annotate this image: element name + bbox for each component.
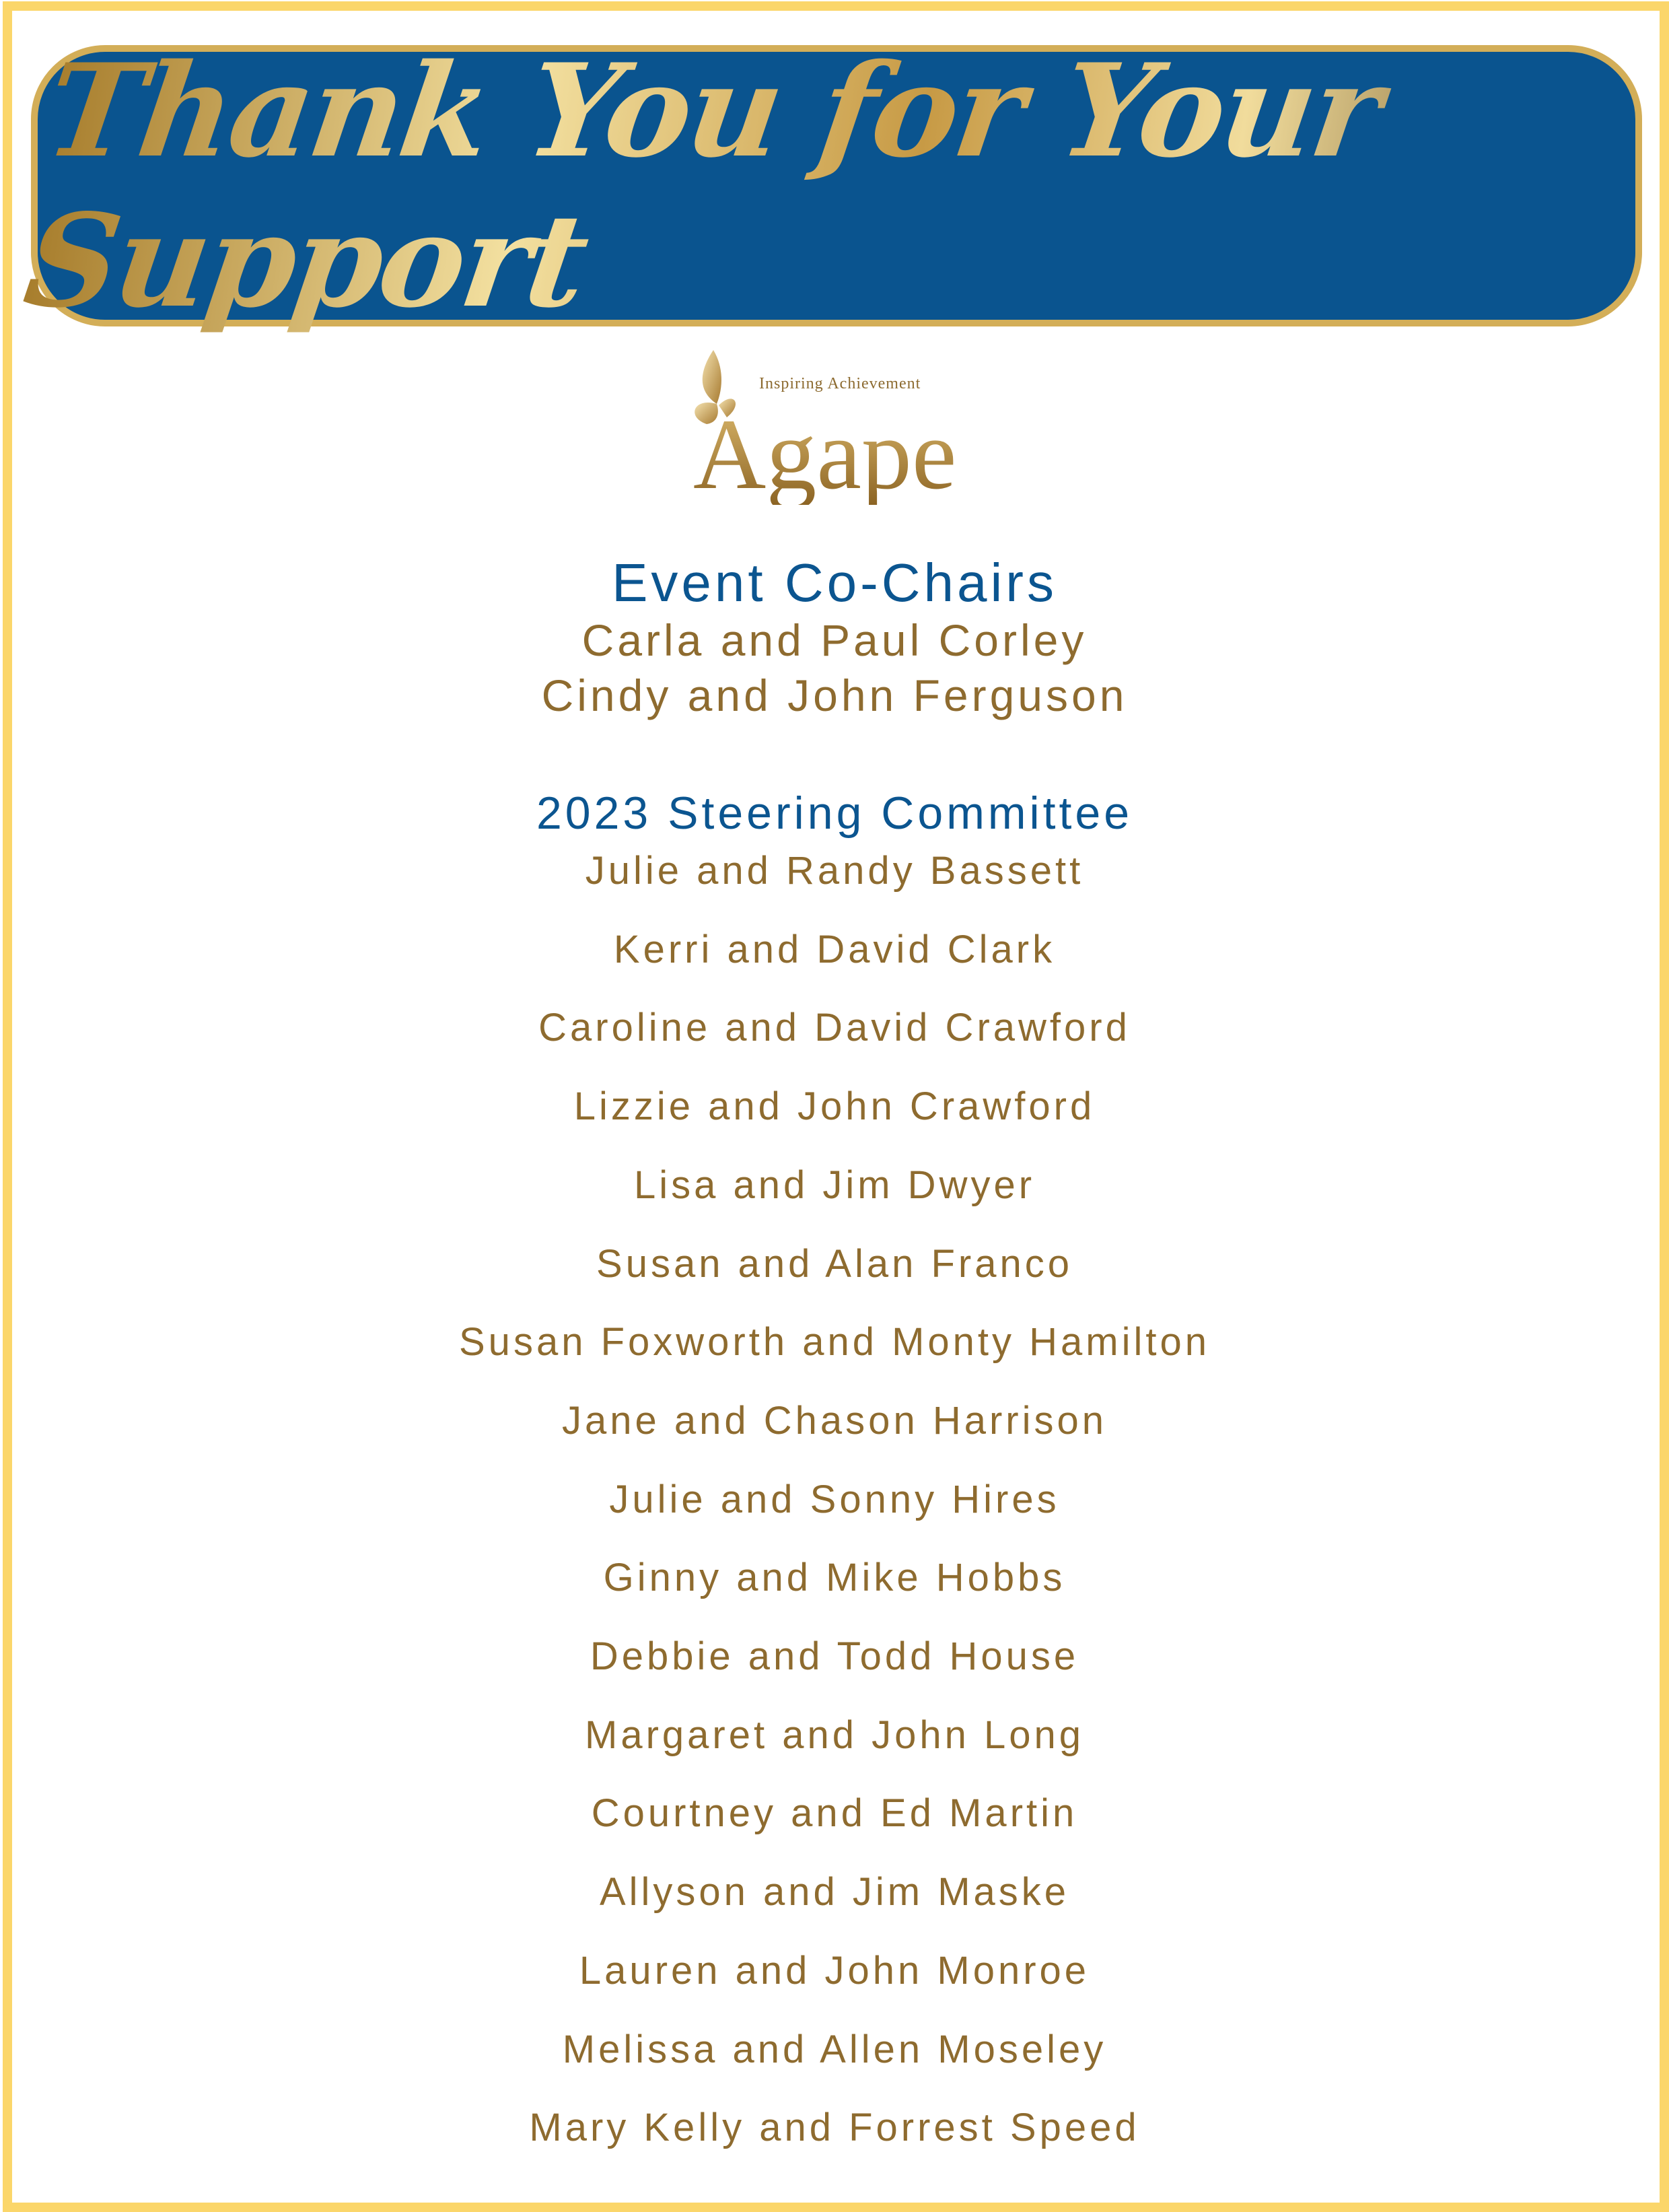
co-chair-name: Carla and Paul Corley (581, 615, 1088, 665)
committee-member: Caroline and David Crawford (538, 1006, 1131, 1050)
agape-logo (686, 350, 983, 512)
committee-member: Debbie and Todd House (590, 1634, 1079, 1678)
header-banner (16, 36, 1642, 336)
committee-member: Jane and Chason Harrison (562, 1398, 1107, 1443)
committee-member: Lisa and Jim Dwyer (633, 1163, 1036, 1207)
committee-heading: 2023 Steering Committee (536, 788, 1133, 839)
committee-member: Susan Foxworth and Monty Hamilton (459, 1320, 1210, 1364)
co-chair-name: Cindy and John Ferguson (541, 670, 1128, 720)
committee-member: Julie and Sonny Hires (609, 1477, 1060, 1521)
committee-member: Julie and Randy Bassett (585, 849, 1084, 893)
committee-member: Courtney and Ed Martin (591, 1791, 1078, 1836)
committee-member: Kerri and David Clark (613, 927, 1056, 971)
logo-tagline: Inspiring Achievement (759, 375, 921, 392)
committee-member: Melissa and Allen Moseley (562, 2027, 1107, 2071)
banner-title: Thank You for Your Support (17, 36, 1657, 336)
committee-member: Lauren and John Monroe (579, 1948, 1090, 1993)
committee-member: Mary Kelly and Forrest Speed (529, 2106, 1140, 2150)
committee-member: Lizzie and John Crawford (573, 1084, 1096, 1129)
committee-member: Margaret and John Long (585, 1713, 1084, 1757)
committee-member: Ginny and Mike Hobbs (603, 1556, 1066, 1600)
committee-member: Allyson and Jim Maske (599, 1870, 1070, 1914)
logo-wordmark: Agape (693, 399, 957, 510)
committee-member: Susan and Alan Franco (596, 1241, 1073, 1286)
co-chairs-heading: Event Co-Chairs (612, 553, 1057, 613)
